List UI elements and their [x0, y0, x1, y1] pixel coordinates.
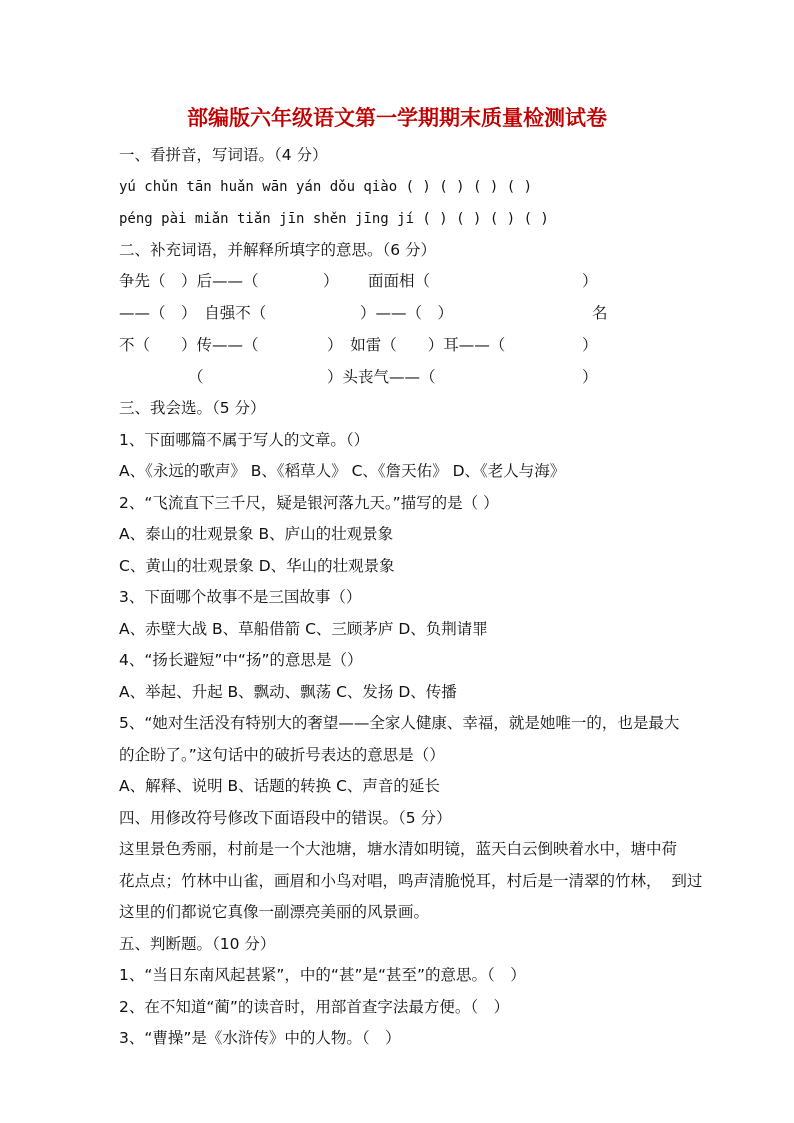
question-2-options-b: C、黄山的壮观景象 D、华山的壮观景象: [119, 557, 395, 575]
judge-item-1: 1、“当日东南风起甚紧”，中的“甚”是“甚至”的意思。（ ）: [119, 966, 526, 984]
section-3-heading: 三、我会选。（5 分）: [119, 399, 266, 417]
section-5-heading: 五、判断题。（10 分）: [119, 935, 276, 953]
idiom-fill-3-close: ）——（ ）: [360, 304, 454, 322]
idiom-fill-2: 面面相（: [368, 272, 431, 290]
idiom-fill-3: ——（ ） 自强不（: [119, 304, 267, 322]
question-1-options: A、《永远的歌声》 B、《稻草人》 C、《詹天佑》 D、《老人与海》: [119, 462, 566, 480]
idiom-fill-8-close: ）: [582, 368, 598, 386]
passage-line-1: 这里景色秀丽，村前是一个大池塘，塘水清如明镜，蓝天白云倒映着水中，塘中荷: [119, 840, 678, 858]
question-4: 4、“扬长避短”中“扬”的意思是（）: [119, 651, 363, 669]
question-3: 3、下面哪个故事不是三国故事（）: [119, 588, 362, 606]
idiom-fill-1: 争先（ ）后——（: [119, 272, 259, 290]
section-2-heading: 二、补充词语，并解释所填字的意思。（6 分）: [119, 241, 437, 259]
idiom-fill-6: ） 如雷（ ）耳——（: [327, 336, 506, 354]
idiom-fill-7: （: [188, 368, 204, 386]
idiom-fill-1-close: ）: [323, 272, 339, 290]
pinyin-line-1: yú chǔn tān huǎn wān yán dǒu qiào ( ) ( ) ( ) ( ): [119, 179, 533, 195]
passage-line-2: 花点点；竹林中山雀，画眉和小鸟对唱，鸣声清脆悦耳，村后是一清翠的竹林， 到过: [119, 872, 703, 890]
idiom-fill-5: 不（ ）传——（: [119, 336, 259, 354]
question-1: 1、下面哪篇不属于写人的文章。（）: [119, 431, 370, 449]
question-3-options: A、赤壁大战 B、草船借箭 C、三顾茅庐 D、负荆请罪: [119, 620, 488, 638]
page-title: 部编版六年级语文第一学期期末质量检测试卷: [187, 105, 607, 130]
question-5-line-2: 的企盼了。”这句话中的破折号表达的意思是（）: [119, 746, 445, 764]
question-5-options: A、解释、说明 B、话题的转换 C、声音的延长: [119, 777, 440, 795]
idiom-fill-2-close: ）: [582, 272, 598, 290]
idiom-fill-8: ）头丧气——（: [327, 368, 436, 386]
question-5-line-1: 5、“她对生活没有特别大的奢望——全家人健康、幸福，就是她唯一的，也是最大: [119, 714, 680, 732]
idiom-fill-6-close: ）: [582, 336, 598, 354]
section-4-heading: 四、用修改符号修改下面语段中的错误。（5 分）: [119, 809, 452, 827]
passage-line-3: 这里的们都说它真像一副漂亮美丽的风景画。: [119, 903, 430, 921]
question-2-options-a: A、泰山的壮观景象 B、庐山的壮观景象: [119, 525, 394, 543]
judge-item-3: 3、“曹操”是《水浒传》中的人物。（ ）: [119, 1029, 401, 1047]
judge-item-2: 2、在不知道“蔺”的读音时，用部首查字法最方便。（ ）: [119, 998, 510, 1016]
question-2: 2、“飞流直下三千尺，疑是银河落九天。”描写的是（ ）: [119, 494, 499, 512]
question-4-options: A、举起、升起 B、飘动、飘荡 C、发扬 D、传播: [119, 683, 457, 701]
section-1-heading: 一、看拼音，写词语。（4 分）: [119, 146, 328, 164]
pinyin-line-2: péng pài miǎn tiǎn jīn shěn jīng jí ( ) ( ) ( ) ( ): [119, 211, 549, 227]
idiom-fill-4: 名: [592, 304, 608, 322]
